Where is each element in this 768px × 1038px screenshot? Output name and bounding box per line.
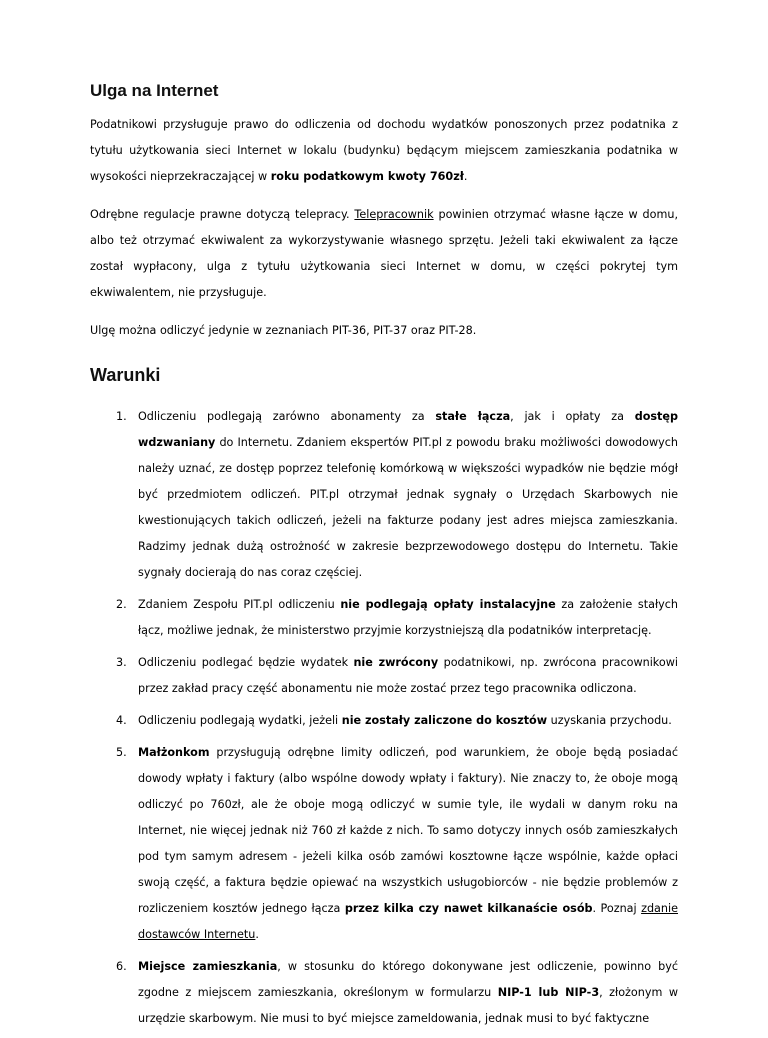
bold-fragment: Miejsce zamieszkania [138,960,278,973]
bold-fragment: nie zwrócony [353,656,439,669]
text-fragment: , w stosunku do którego dokonywane jest odliczenie, powinno być zgodne z miejscem zamieszkania, określonym w formularzu [138,960,679,999]
text-fragment: przysługują odrębne limity odliczeń, pod warunkiem, że oboje będą posiadać dowody wpłaty i faktury (albo wspólne dowody wpłaty i faktury). Nie znaczy to, że oboje mogą odliczyć po 760zł, ale że oboje mogą odliczyć w sumie tyle, ile wydali w danym roku na Internet, nie więcej jednak niż 760 zł każde z nich. To samo dotyczy innych osób zamieszkałych pod tym samym adresem - jeżeli kilka osób zamówi kosztowne łącze wspólnie, każde opłaci swoją część, a faktura będzie opiewać na wszystkich usługobiorców - nie będzie problemów z rozliczeniem kosztów jednego łącza [138,746,678,915]
telepracownik-link[interactable]: Telepracownik [354,208,434,221]
paragraph-telepraca [90,202,678,306]
list-item [90,404,678,586]
conditions-list [90,404,678,1032]
section-title-warunki: Warunki [90,365,161,385]
text-fragment: podatnikowi, np. zwrócona pracownikowi przez zakład pracy część abonamentu nie może zostać przez tego pracownika odliczona. [138,656,678,695]
bold-fragment: Małżonkom [138,746,210,759]
text-fragment: do Internetu. Zdaniem ekspertów PIT.pl z powodu braku możliwości dowodowych należy uznać, ze dostęp poprzez telefonię komórkową w większości wypadków nie będzie mógł być przedmiotem odliczeń. PIT.pl otrzymał jednak sygnały o Urzędach Skarbowych nie kwestionujących takich odliczeń, jeżeli na fakturze podany jest adres miejsca zamieszkania. Radzimy jednak dużą ostrożność w zakresie bezprzewodowego dostępu do Internetu. Takie sygnały docierają do nas coraz częściej. [138,436,678,579]
text-fragment: Odliczeniu podlegają zarówno abonamenty za [138,410,436,423]
list-item [90,592,678,644]
text-fragment: . [255,928,259,941]
paragraph-pit-forms: Ulgę można odliczyć jedynie w zeznaniach PIT-36, PIT-37 oraz PIT-28. [90,324,477,337]
section-title-ulga: Ulga na Internet [90,81,219,100]
bold-fragment: przez kilka czy nawet kilkanaście osób [344,902,593,915]
bold-fragment: nie podlegają opłaty instalacyjne [340,598,556,611]
text-fragment: , jak i opłaty za [510,410,635,423]
bold-fragment: dostęp wdzwaniany [138,410,678,449]
list-item [90,650,678,702]
list-number: 4. [116,714,127,727]
list-item [90,954,678,1032]
text-fragment: Odrębne regulacje prawne dotyczą telepracy. [90,208,355,221]
document-page [90,80,678,1038]
list-number: 6. [116,960,127,973]
text-fragment: . [463,170,468,183]
paragraph-ulga-intro [90,112,678,190]
text-fragment: Odliczeniu podlegać będzie wydatek [138,656,354,669]
text-fragment: uzyskania przychodu. [547,714,672,727]
text-fragment: powinien otrzymać własne łącze w domu, albo też otrzymać ekwiwalent za wykorzystywanie własnego sprzętu. Jeżeli taki ekwiwalent za łącze został wypłacony, ulga z tytułu użytkowania sieci Internet w domu, w części pokrytej tym ekwiwalentem, nie przysługuje. [90,208,679,299]
text-fragment: Odliczeniu podlegają wydatki, jeżeli [138,714,342,727]
text-fragment: . Poznaj [592,902,642,915]
bold-limit: roku podatkowym kwoty 760zł [270,170,464,183]
text-fragment: Zdaniem Zespołu PIT.pl odliczeniu [138,598,341,611]
bold-fragment: stałe łącza [435,410,511,423]
list-number: 3. [116,656,127,669]
text-fragment: Podatnikowi przysługuje prawo do odliczenia od dochodu wydatków ponoszonych przez podatnika z tytułu użytkowania sieci Internet w lokalu (budynku) będącym miejscem zamieszkania podatnika w wysokości nieprzekraczającej w [90,118,678,183]
list-number: 5. [116,746,127,759]
bold-fragment: NIP-1 lub NIP-3 [497,986,600,999]
list-item [90,708,678,734]
text-fragment: za założenie stałych łącz, możliwe jednak, że ministerstwo przyjmie korzystniejszą dla podatników interpretację. [138,598,679,637]
list-number: 1. [116,410,127,423]
dostawcy-internetu-link[interactable]: zdanie dostawców Internetu [138,902,678,941]
bold-fragment: nie zostały zaliczone do kosztów [341,714,548,727]
text-fragment: , złożonym w urzędzie skarbowym. Nie musi to być miejsce zameldowania, jednak musi to być faktyczne [138,986,678,1025]
list-item [90,740,678,948]
list-number: 2. [116,598,127,611]
